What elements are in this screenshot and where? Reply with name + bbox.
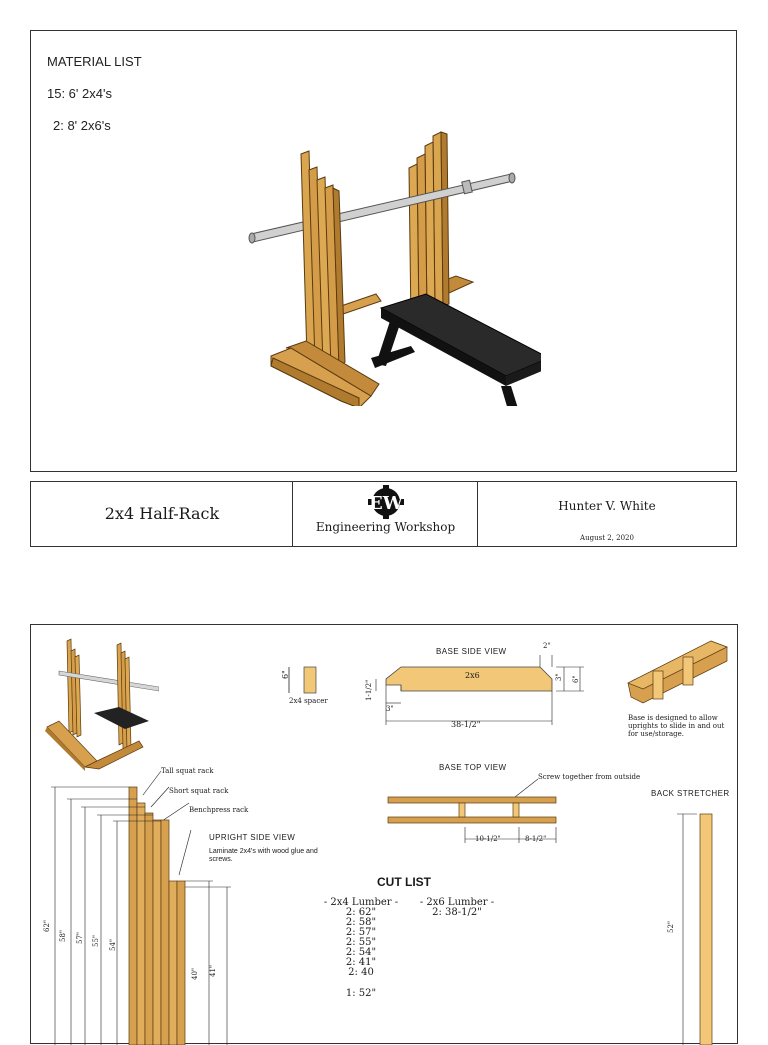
- drawing-sheet-1: [30, 30, 737, 472]
- material-list-heading: MATERIAL LIST: [47, 54, 142, 69]
- cut-list-col2-header: - 2x6 Lumber -: [419, 897, 495, 908]
- label-benchpress-rack: Benchpress rack: [189, 806, 249, 814]
- drawing-sheet-2: 6" 2x4 spacer BASE SIDE VIEW 2x6 2" 3" 6" 1-1/2" 3" 38-1/2" Base is designed to allow uprights to slide in and out for use/storage. BASE TOP VIEW Screw together from outside 10-1/2" 8-1/2" BACK STRETCHER 52" Tall squat rack Short squat rack Benchpress rack UPRIGHT SIDE VIEW Laminate 2x4's with wood glue and screws. 62" 58" 57" 55" 54" 40" 41" CUT LIST - 2x4 Lumber - 2: 62" 2: 58" 2: 57" 2: 55" 2: 54" 2: 41" 2: 40 1: 52" - 2x6 Lumber - 2: 38-1/2": [30, 624, 738, 1044]
- logo-text: Engineering Workshop: [315, 520, 456, 534]
- material-item-2x4: 15: 6' 2x4's: [47, 86, 112, 101]
- drawing-title: 2x4 Half-Rack: [104, 504, 220, 523]
- cut-list-item: 2: 62": [345, 907, 377, 918]
- base-dim-top-right: 2": [543, 642, 551, 650]
- author-cell: [478, 482, 736, 546]
- back-stretcher-title: BACK STRETCHER: [651, 789, 730, 798]
- cut-list-col1: [311, 898, 411, 999]
- drawing-date: August 2, 2020: [580, 534, 634, 542]
- base-dim-left-bottom: 3": [386, 705, 394, 713]
- cut-list-item: 2: 57": [345, 927, 377, 938]
- base-top-dim-a: 10-1/2": [475, 835, 501, 843]
- spacer-drawing: [287, 665, 317, 695]
- base-top-view-note: Screw together from outside: [538, 773, 641, 781]
- svg-text:EW: EW: [369, 493, 403, 514]
- label-short-squat-rack: Short squat rack: [169, 787, 229, 795]
- title-block: [30, 481, 737, 547]
- cut-list-col1-header: - 2x4 Lumber -: [323, 897, 399, 908]
- base-3d-drawing: [623, 635, 733, 705]
- upright-note: Laminate 2x4's with wood glue and screws.: [209, 848, 318, 863]
- cut-list-item: 2: 41": [345, 957, 377, 968]
- base-top-dim-b: 8-1/2": [525, 835, 547, 843]
- spacer-label: 2x4 spacer: [289, 697, 328, 705]
- cut-list-col2: [407, 898, 507, 918]
- cut-list-item: 2: 54": [345, 947, 377, 958]
- back-stretcher-drawing: [671, 810, 731, 1045]
- label-tall-squat-rack: Tall squat rack: [161, 767, 214, 775]
- half-rack-illustration: [211, 96, 541, 406]
- cut-list-title: CUT LIST: [377, 875, 431, 889]
- title-cell: [31, 482, 293, 546]
- gear-logo-icon: [361, 485, 411, 519]
- base-dim-length: 38-1/2": [451, 720, 481, 729]
- material-item-2x6: 2: 8' 2x6's: [53, 118, 111, 133]
- author-name: Hunter V. White: [558, 499, 656, 513]
- base-top-view-title: BASE TOP VIEW: [439, 763, 507, 772]
- base-side-view-title: BASE SIDE VIEW: [436, 647, 507, 656]
- cut-list-item: 2: 40: [348, 967, 374, 978]
- logo-cell: [293, 482, 478, 546]
- cut-list-item: 2: 55": [345, 937, 377, 948]
- base-side-view-drawing: [366, 655, 601, 735]
- cut-list-item: 1: 52": [345, 988, 377, 999]
- base-board-label: 2x6: [465, 671, 480, 680]
- base-note: Base is designed to allow uprights to slide in and out for use/storage.: [628, 714, 725, 738]
- cut-list-item: 2: 38-1/2": [432, 907, 482, 918]
- assembled-rack-thumbnail: [39, 631, 159, 771]
- cut-list-item: 2: 58": [345, 917, 377, 928]
- upright-side-view-title: UPRIGHT SIDE VIEW: [209, 833, 296, 842]
